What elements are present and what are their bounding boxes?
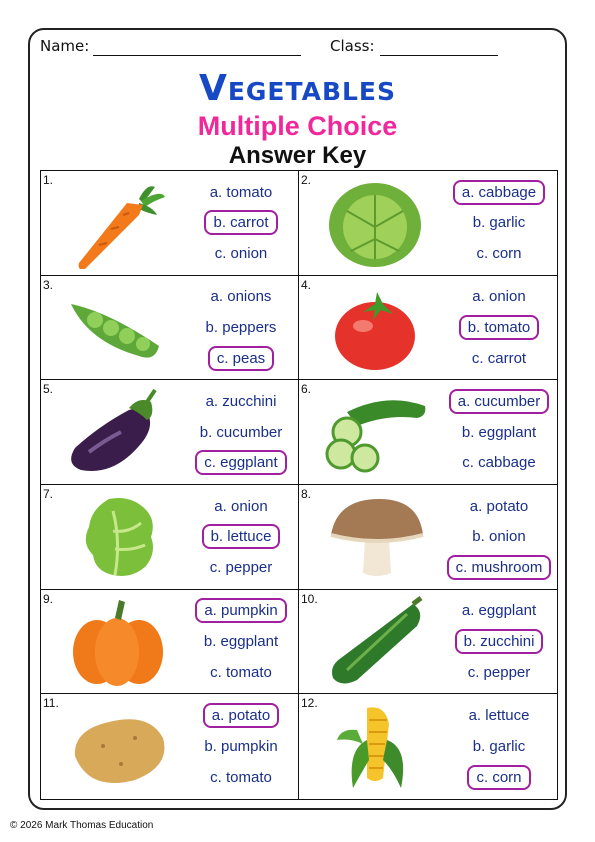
answer-option: a. eggplant — [461, 602, 537, 620]
answer-options — [449, 590, 549, 694]
answer-options — [191, 380, 291, 484]
answer-option: a. zucchini — [205, 393, 277, 411]
question-grid — [40, 170, 558, 800]
answer-option: b. onion — [472, 528, 526, 546]
question-cell — [299, 276, 557, 381]
lettuce-image — [59, 491, 177, 583]
correct-option: c. mushroom — [447, 555, 552, 580]
corn-image — [317, 700, 435, 792]
peas-image — [59, 282, 177, 374]
tomato-image — [317, 282, 435, 374]
question-cell — [41, 380, 299, 485]
correct-option: b. lettuce — [202, 524, 281, 549]
answer-option: b. peppers — [205, 318, 277, 336]
question-number: 2. — [301, 173, 312, 187]
correct-option: c. peas — [208, 346, 274, 371]
correct-option: b. tomato — [459, 315, 540, 340]
answer-options — [449, 380, 549, 484]
question-number: 11. — [43, 696, 59, 711]
question-number: 12. — [301, 696, 318, 711]
answer-options — [191, 694, 291, 799]
answer-option: b. garlic — [472, 738, 526, 756]
mushroom-image — [317, 491, 435, 583]
correct-option: b. carrot — [204, 210, 277, 235]
eggplant-image — [59, 386, 177, 478]
question-number: 10. — [301, 591, 318, 606]
question-cell — [41, 485, 299, 590]
question-cell — [41, 694, 299, 799]
zucchini-image — [317, 596, 435, 688]
answer-options — [449, 276, 549, 380]
question-cell — [41, 171, 299, 276]
question-cell — [299, 171, 557, 276]
answer-options — [449, 485, 549, 589]
cabbage-image — [317, 177, 435, 269]
carrot-image — [59, 177, 177, 269]
answer-option: b. eggplant — [461, 423, 537, 441]
answer-options — [191, 276, 291, 380]
question-number: 7. — [43, 486, 54, 501]
answer-option: c. pepper — [209, 558, 273, 576]
correct-option: a. cucumber — [449, 389, 550, 414]
answer-option: a. potato — [469, 497, 529, 515]
question-number: 9. — [43, 591, 54, 606]
answer-option: c. pepper — [467, 663, 531, 681]
answer-option: b. pumpkin — [204, 738, 278, 756]
answer-option: a. lettuce — [468, 707, 530, 725]
answer-options — [191, 590, 291, 694]
question-number: 4. — [301, 277, 312, 292]
answer-options — [449, 171, 549, 275]
question-number: 5. — [43, 382, 54, 397]
answer-option: b. garlic — [472, 214, 526, 232]
answer-option: a. onion — [214, 497, 268, 515]
answer-key-label: Answer Key — [228, 142, 367, 169]
question-number: 1. — [43, 173, 54, 187]
correct-option: b. zucchini — [455, 629, 544, 654]
question-cell — [41, 590, 299, 695]
answer-option: a. tomato — [209, 183, 273, 201]
question-number: 3. — [43, 277, 54, 292]
correct-option: c. eggplant — [195, 450, 286, 475]
question-cell — [299, 380, 557, 485]
pumpkin-image — [59, 596, 177, 688]
page-subtitle: Multiple Choice — [197, 111, 398, 141]
answer-option: b. cucumber — [199, 423, 283, 441]
answer-options — [191, 171, 291, 275]
question-cell — [299, 590, 557, 695]
worksheet — [28, 28, 567, 810]
answer-options — [449, 694, 549, 799]
answer-option: c. onion — [214, 244, 268, 262]
name-label: Name: — [40, 37, 90, 55]
question-number: 8. — [301, 486, 312, 501]
name-field-line — [93, 55, 301, 56]
question-cell — [299, 694, 557, 799]
answer-option: a. onions — [210, 288, 272, 306]
page-title: Vegetables — [198, 68, 397, 109]
question-number: 6. — [301, 382, 312, 397]
answer-option: c. carrot — [471, 349, 527, 367]
answer-option: c. corn — [476, 244, 522, 262]
answer-options — [191, 485, 291, 589]
potato-image — [59, 700, 177, 792]
header-row — [40, 37, 560, 61]
question-cell — [41, 276, 299, 381]
correct-option: a. potato — [203, 703, 279, 728]
class-label: Class: — [330, 37, 375, 55]
answer-option: c. tomato — [210, 663, 272, 681]
class-field-line — [380, 55, 498, 56]
correct-option: a. cabbage — [453, 180, 545, 205]
copyright-footer: © 2026 Mark Thomas Education — [10, 820, 154, 831]
cucumber-image — [317, 386, 435, 478]
answer-option: a. onion — [472, 288, 526, 306]
answer-option: b. eggplant — [203, 632, 279, 650]
answer-option: c. cabbage — [462, 454, 536, 472]
answer-option: c. tomato — [210, 769, 272, 787]
correct-option: a. pumpkin — [195, 598, 286, 623]
question-cell — [299, 485, 557, 590]
correct-option: c. corn — [467, 765, 530, 790]
